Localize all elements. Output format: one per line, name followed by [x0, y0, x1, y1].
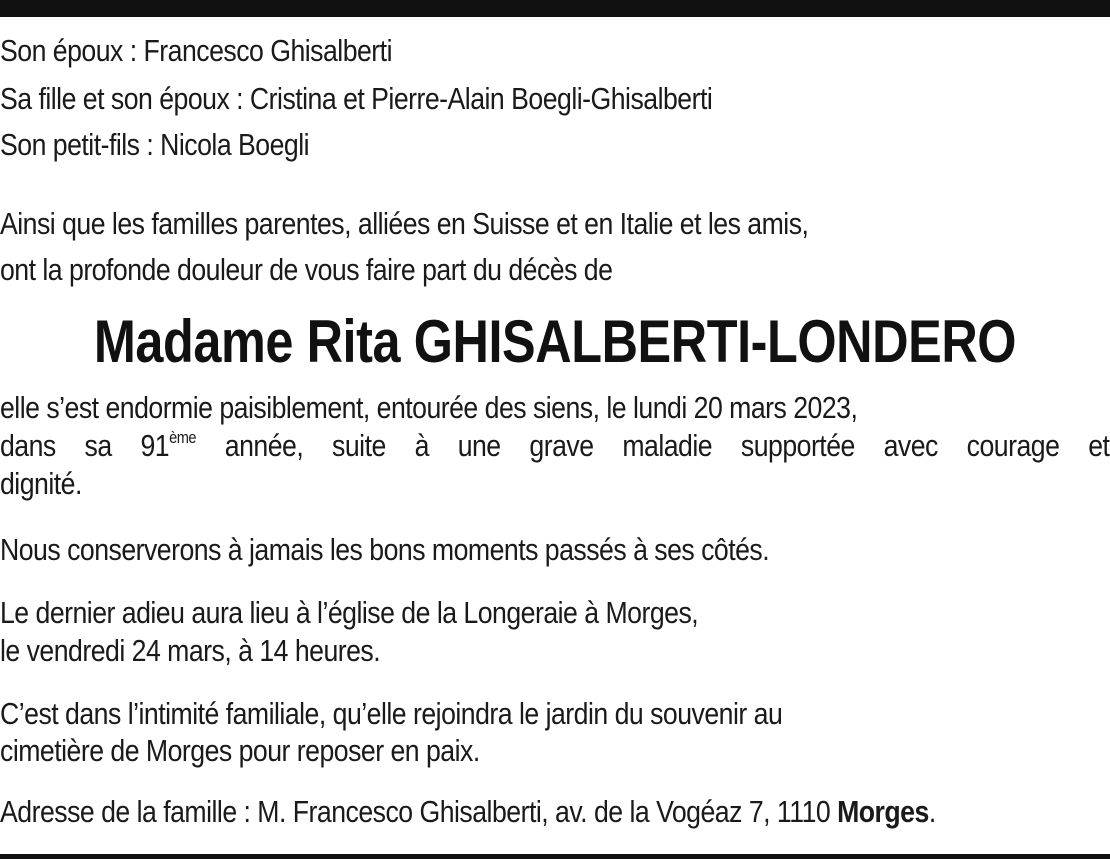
passing-line-2: [0, 427, 1109, 465]
passing-line-2-end: année, suite à une grave maladie supportée avec courage et: [195, 428, 1110, 463]
deceased-name-text: Madame Rita GHISALBERTI-LONDERO: [93, 308, 1017, 375]
memories-line: Nous conserverons à jamais les bons moments passés à ses côtés.: [0, 532, 770, 567]
announcement-line-2: ont la profonde douleur de vous faire part du décès de: [0, 252, 613, 287]
grandson-line: Son petit-fils : Nicola Boegli: [0, 127, 310, 162]
intimacy-line-1: C’est dans l’intimité familiale, qu’elle rejoindra le jardin du souvenir au: [0, 696, 783, 731]
passing-line-3: dignité.: [0, 466, 82, 501]
family-address: [0, 793, 936, 831]
passing-line-1: elle s’est endormie paisiblement, entourée des siens, le lundi 20 mars 2023,: [0, 390, 858, 425]
ceremony-line-2: le vendredi 24 mars, à 14 heures.: [0, 633, 381, 668]
deceased-name: [0, 310, 1110, 374]
address-prefix: Adresse de la famille : M. Francesco Ghisalberti, av. de la Vogéaz 7, 1110: [0, 794, 838, 829]
ordinal-suffix: ème: [169, 428, 196, 447]
passing-paragraph: [0, 389, 1109, 503]
address-city: Morges: [837, 794, 929, 829]
intimacy-line-2: cimetière de Morges pour reposer en paix.: [0, 733, 480, 768]
daughter-line: Sa fille et son époux : Cristina et Pierre-Alain Boegli-Ghisalberti: [0, 81, 713, 116]
husband-line: Son époux : Francesco Ghisalberti: [0, 33, 392, 68]
ceremony-line-1: Le dernier adieu aura lieu à l’église de la Longeraie à Morges,: [0, 595, 699, 630]
address-suffix: .: [928, 794, 936, 829]
passing-line-2-start: dans sa 91: [0, 428, 170, 463]
announcement-line-1: Ainsi que les familles parentes, alliées en Suisse et en Italie et les amis,: [0, 206, 809, 241]
bottom-border-rule: [0, 854, 1110, 859]
